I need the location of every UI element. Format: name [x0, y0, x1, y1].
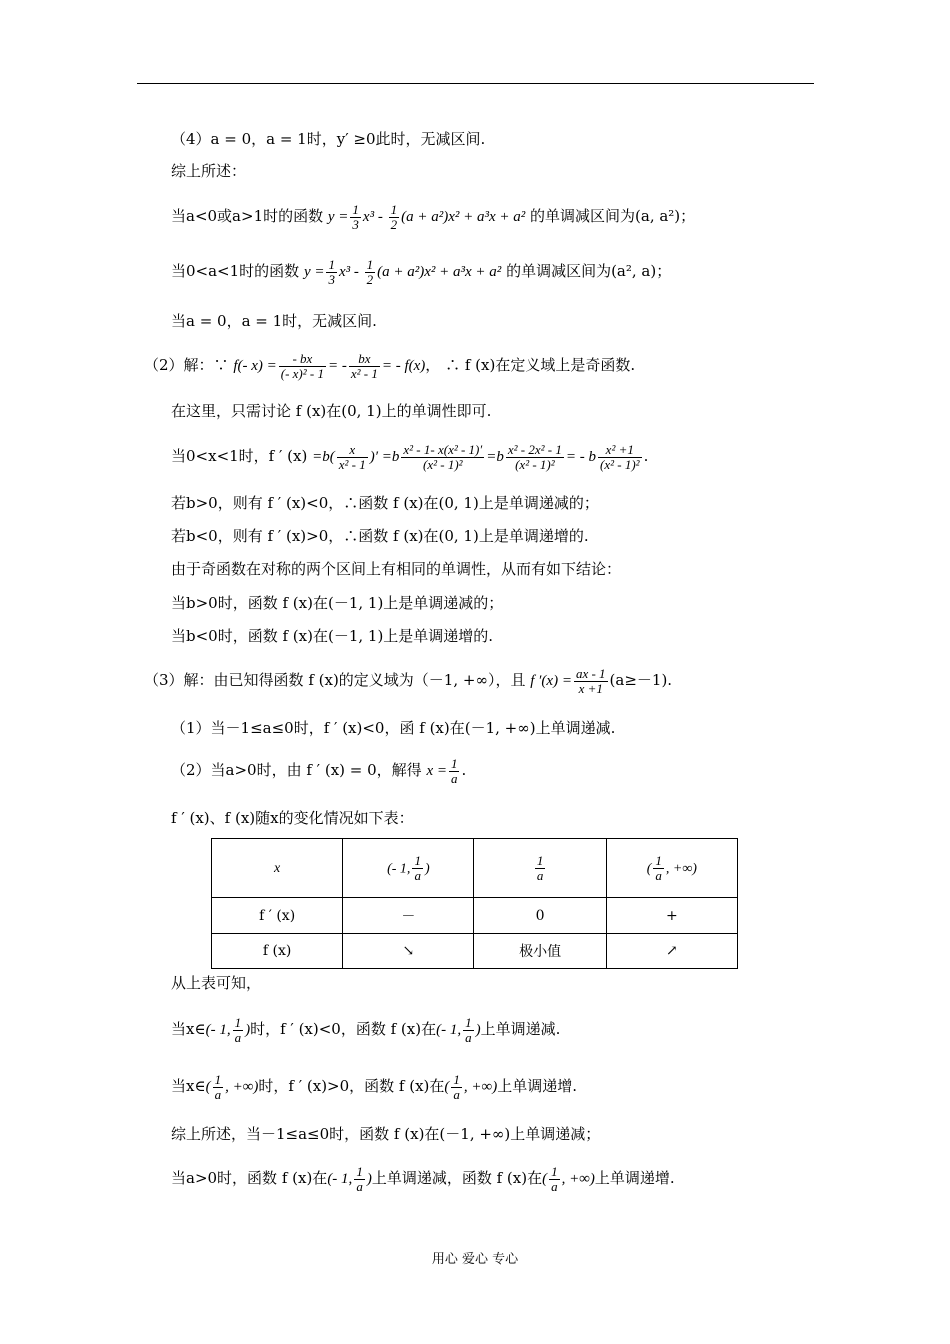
- math: y =: [327, 209, 349, 225]
- text-line: 当b>0时，函数 f (x)在(－1, 1)上是单调递减的；: [171, 594, 504, 612]
- fraction: $\frac{1}{a}$: [465, 1014, 472, 1045]
- fraction: $\frac{1}{a}$: [234, 1014, 242, 1045]
- math: )′ =b: [369, 449, 400, 465]
- table-cell: ↗: [606, 934, 737, 969]
- text-line: 由于奇函数在对称的两个区间上有相同的单调性，从而有如下结论：: [171, 560, 622, 578]
- fraction: $\frac{\text{x² - 1- x(x² - 1)′}}{\text{(x² - 1)²}}$: [403, 441, 483, 472]
- text: 的单调减区间为(a, a²)；: [525, 207, 696, 225]
- text-line: [171, 438, 648, 475]
- math: x³: [362, 209, 375, 225]
- text: 的单调减区间为(a², a)；: [501, 262, 672, 280]
- math: x³: [338, 264, 351, 280]
- math: (a + a²)x² + a³x + a²: [377, 264, 502, 280]
- text-line: 当x∈( $\frac{1}{a}$ , +∞)时，f ′ (x)>0，函数 f (x)在( $\frac{1}{a}$ , +∞)上单调递增.: [171, 1071, 578, 1102]
- text-line: 当x∈(- 1, $\frac{1}{a}$ )时，f ′ (x)<0，函数 f (x)在(- 1, $\frac{1}{a}$ )上单调递减.: [171, 1014, 561, 1045]
- text-line: f ′ (x)、f (x)随x的变化情况如下表：: [171, 809, 414, 827]
- math: =b: [486, 449, 504, 465]
- math: = - b: [565, 449, 596, 465]
- text: （3）解：由已知得函数 f (x)的定义域为（－1, +∞），且: [144, 671, 531, 689]
- table-cell: 极小值: [474, 934, 606, 969]
- text-line: [171, 752, 466, 789]
- fraction: $\frac{1}{2}$: [390, 201, 398, 232]
- text: 当a<0或a>1时的函数: [171, 207, 328, 225]
- page-footer: 用心 爱心 专心: [431, 1252, 519, 1267]
- math: = - f(x): [381, 358, 426, 374]
- fraction: $\frac{1}{a}$: [450, 755, 458, 786]
- text: 上单调递减，函数 f (x)在: [371, 1169, 543, 1187]
- table-row-label: f ′ (x): [212, 898, 343, 934]
- fraction: $\frac{ax - 1}{x +1}$: [575, 665, 606, 696]
- fraction: $\frac{1}{a}$: [453, 1071, 460, 1102]
- text-line: 在这里，只需讨论 f (x)在(0, 1)上的单调性即可.: [171, 402, 492, 420]
- text-line: [144, 662, 672, 699]
- fraction: $\frac{1}{2}$: [366, 256, 374, 287]
- text: （2）解：∵: [144, 356, 234, 374]
- text: 时，f ′ (x)<0，函数 f (x)在: [250, 1020, 437, 1038]
- text: .: [461, 761, 467, 779]
- text: （2）当a>0时，由 f ′ (x) = 0，解得: [171, 761, 427, 779]
- math: = -: [327, 358, 347, 374]
- text: 时，f ′ (x)>0，函数 f (x)在: [258, 1077, 445, 1095]
- math: f ′(x) =: [530, 673, 572, 689]
- text-line: 当a>0时，函数 f (x)在(- 1, $\frac{1}{a}$ )上单调递减，函数 f (x)在( $\frac{1}{a}$ , +∞)上单调递增.: [171, 1163, 675, 1194]
- table-cell: +: [606, 898, 737, 934]
- text: 当x∈: [171, 1077, 206, 1095]
- table-header-x: x: [212, 839, 343, 898]
- text: 上单调递增.: [594, 1169, 675, 1187]
- text-line: 当a = 0，a = 1时，无减区间.: [171, 312, 377, 330]
- text-line: 综上所述，当－1≤a≤0时，函数 f (x)在(－1, +∞)上单调递减；: [171, 1125, 601, 1143]
- math: x =: [426, 763, 447, 779]
- text: 当0<x<1时，f ′ (x): [171, 447, 313, 465]
- math: =b(: [312, 449, 335, 465]
- math: -: [374, 209, 387, 225]
- text-line: 若b<0，则有 f ′ (x)>0，∴函数 f (x)在(0, 1)上是单调递增的.: [171, 527, 589, 545]
- variation-table: [211, 838, 738, 969]
- math: (a + a²)x² + a³x + a²: [401, 209, 526, 225]
- fraction: $\frac{\text{x² +1}}{\text{(x² - 1)²}}$: [600, 441, 640, 472]
- text-line: [171, 253, 671, 290]
- text-line: 若b>0，则有 f ′ (x)<0，∴函数 f (x)在(0, 1)上是单调递减的；: [171, 494, 599, 512]
- math: f(- x) =: [233, 358, 277, 374]
- text: 上单调递增.: [497, 1077, 578, 1095]
- math: y =: [303, 264, 325, 280]
- text-line: [171, 198, 695, 235]
- table-header-interval-right: ( $\frac{1}{a}$ , +∞): [606, 839, 737, 898]
- fraction: $\frac{1}{3}$: [328, 256, 335, 287]
- text-line: （4）a = 0，a = 1时，y′ ≥0此时，无减区间.: [171, 130, 486, 148]
- text: 当a>0时，函数 f (x)在: [171, 1169, 328, 1187]
- fraction: $\frac{1}{3}$: [352, 201, 359, 232]
- text: 当x∈: [171, 1020, 206, 1038]
- text: (a≥－1).: [609, 671, 673, 689]
- table-header-interval-left: (- 1, $\frac{1}{a}$ ): [343, 839, 474, 898]
- fraction: $\frac{x}{\text{x² - 1}}$: [338, 441, 366, 472]
- text-line: 从上表可知，: [171, 974, 262, 992]
- fraction: $\frac{\text{x² - 2x² - 1}}{\text{(x² - 1)²}}$: [507, 441, 562, 472]
- table-cell: －: [343, 898, 474, 934]
- text-line: [144, 347, 635, 384]
- table-cell: ↘: [343, 934, 474, 969]
- text: ， ∴ f (x)在定义域上是奇函数.: [425, 356, 636, 374]
- text-line: （1）当－1≤a≤0时，f ′ (x)<0，函 f (x)在(－1, +∞)上单调递减.: [171, 719, 616, 737]
- text: .: [643, 447, 649, 465]
- table-cell: 0: [474, 898, 606, 934]
- table-header-critical: $\frac{1}{a}$: [474, 839, 606, 898]
- text: 上单调递减.: [480, 1020, 561, 1038]
- fraction: $\frac{- bx}{\text{(- x)² - 1}}$: [280, 350, 324, 381]
- header-rule: [137, 83, 814, 84]
- fraction: $\frac{1}{a}$: [214, 1071, 222, 1102]
- math: -: [350, 264, 363, 280]
- table-row-label: f (x): [212, 934, 343, 969]
- text-line: 综上所述：: [171, 162, 247, 180]
- text: 当0<a<1时的函数: [171, 262, 304, 280]
- fraction: $\frac{bx}{\text{x² - 1}}$: [350, 350, 378, 381]
- fraction: $\frac{1}{a}$: [551, 1163, 558, 1194]
- text-line: 当b<0时，函数 f (x)在(－1, 1)上是单调递增的.: [171, 627, 494, 645]
- fraction: $\frac{1}{a}$: [356, 1163, 363, 1194]
